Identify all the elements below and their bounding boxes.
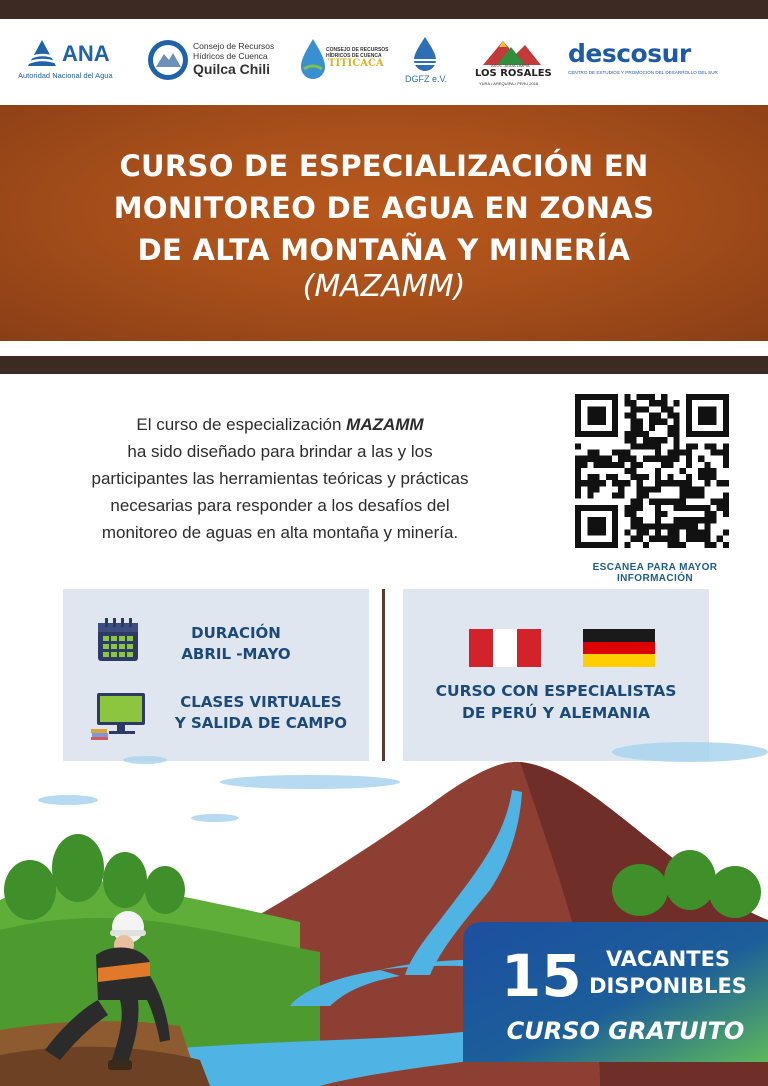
classes-block (161, 692, 361, 734)
separator-bar (0, 356, 768, 374)
course-acronym: (MAZAMM) (302, 269, 466, 304)
titicaca-logo (298, 19, 388, 105)
dgfz-logo (403, 19, 453, 105)
qr-caption: ESCANEA PARA MAYOR INFORMACIÓN (592, 562, 718, 584)
specialists-line-2: DE PERÚ Y ALEMANIA (462, 704, 650, 722)
desc-line-3: participantes las herramientas teóricas y prácticas (91, 469, 469, 488)
calendar-icon (97, 617, 139, 663)
ana-emblem-icon (26, 38, 64, 68)
desc-line-5: monitoreo de aguas en alta montaña y minería. (101, 523, 459, 542)
quilca-emblem-icon (147, 39, 189, 81)
top-bar (0, 0, 768, 19)
rosales-top: ASOC. AGUA LIMPIA (491, 63, 530, 68)
descosur-subtitle: CENTRO DE ESTUDIOS Y PROMOCIÓN DEL DESARROLLO DEL SUR (568, 70, 718, 75)
ana-logo (18, 19, 128, 105)
vacancies-line-1: VACANTES (605, 947, 731, 971)
course-description (40, 411, 520, 546)
hero-banner (0, 105, 768, 341)
water-drop-icon (298, 37, 328, 81)
desc-course-code: MAZAMM (346, 415, 424, 434)
specialists-block (413, 680, 699, 724)
descosur-name: descosur (568, 39, 691, 68)
desc-line-4: necesarias para responder a los desafíos del (110, 496, 450, 515)
germany-flag-icon (583, 629, 655, 667)
titicaca-line1: CONSEJO DE RECURSOS (326, 47, 389, 53)
vacancies-badge (463, 922, 768, 1062)
titicaca-line2: HÍDRICOS DE CUENCA (326, 53, 382, 59)
dgfz-drop-icon (407, 35, 443, 71)
partner-logos (0, 19, 768, 105)
classes-line-1: CLASES VIRTUALES (180, 693, 342, 711)
title-line-2: MONITOREO DE AGUA EN ZONAS (113, 191, 655, 225)
desc-line-2: ha sido diseñado para brindar a las y los (127, 442, 433, 461)
titicaca-name: TITICACA (328, 58, 384, 69)
ana-name: ANA (62, 41, 110, 66)
los-rosales-logo (473, 19, 553, 105)
title-line-1: CURSO DE ESPECIALIZACIÓN EN (119, 149, 649, 183)
quilca-line1: Consejo de Recursos (193, 41, 275, 51)
vacancies-line-2: DISPONIBLES (589, 974, 747, 998)
rosales-bottom: YURA • AREQUIPA • PERU 2016 (479, 81, 539, 86)
vacancies-label (573, 946, 763, 1000)
quilca-chili-logo (147, 19, 287, 105)
duration-block (163, 623, 309, 665)
descosur-logo (566, 19, 756, 105)
peru-flag-icon (469, 629, 541, 667)
vacancies-number: 15 (501, 942, 582, 1010)
specialists-line-1: CURSO CON ESPECIALISTAS (435, 682, 677, 700)
dgfz-name: DGFZ e.V. (405, 74, 448, 84)
rosales-name: LOS ROSALES (475, 68, 552, 79)
duration-label: DURACIÓN (191, 624, 281, 642)
quilca-name: Quilca Chili (193, 61, 271, 77)
free-course-label: CURSO GRATUITO (506, 1017, 745, 1045)
duration-value: ABRIL -MAYO (181, 645, 291, 663)
qr-code-icon[interactable] (575, 394, 729, 548)
desc-prefix: El curso de especialización (136, 415, 347, 434)
title-line-3: DE ALTA MONTAÑA Y MINERÍA (137, 233, 631, 267)
course-title (40, 145, 728, 271)
classes-line-2: Y SALIDA DE CAMPO (174, 714, 348, 732)
quilca-line2: Hídricos de Cuenca (193, 51, 268, 61)
ana-subtitle: Autoridad Nacional del Agua (18, 71, 113, 80)
